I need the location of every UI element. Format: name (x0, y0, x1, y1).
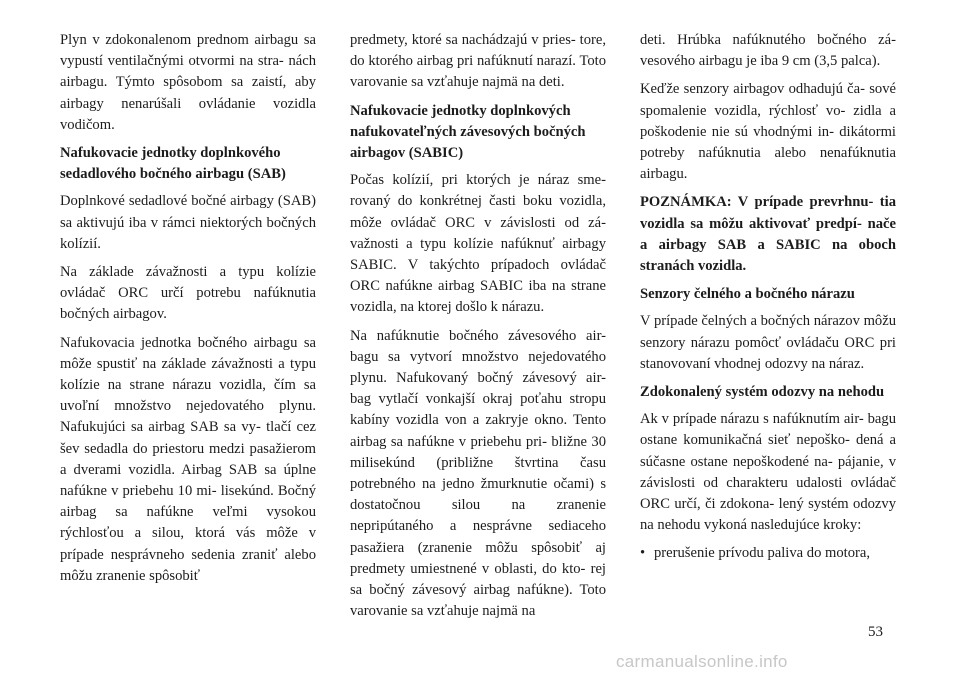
page-number: 53 (868, 624, 883, 640)
column-1 (60, 30, 316, 594)
section-heading-sensors: Senzory čelného a bočného nárazu (640, 286, 855, 303)
paragraph: Keďže senzory airbagov odhadujú ča- sové spomalenie vozidla, rýchlosť vo- zidla a poškodenie nie sú vhodnými in- dikátormi potreby nafúknutia alebo nenafúknutia airbagu. (640, 81, 896, 183)
bullet-item (640, 543, 896, 564)
section-heading-sab: Nafukovacie jednotky doplnkového sedadlového bočného airbagu (SAB) (60, 145, 286, 183)
column-3 (640, 30, 896, 565)
column-2 (350, 30, 606, 629)
paragraph: Na základe závažnosti a typu kolízie ovládač ORC určí potrebu nafúknutia bočných airbagov. (60, 264, 316, 323)
paragraph: predmety, ktoré sa nachádzajú v pries- tore, do ktorého airbag pri nafúknutí narazí. Toto varovanie sa vzťahuje najmä na deti. (350, 32, 606, 91)
paragraph: Plyn v zdokonalenom prednom airbagu sa vypustí ventilačnými otvormi na stra- nách airbagu. Týmto spôsobom sa zaistí, aby airbagy nenarúšali ovládanie vozidla vodičom. (60, 32, 316, 133)
section-heading-response-system: Zdokonalený systém odozvy na nehodu (640, 384, 885, 401)
section-heading-sabic: Nafukovacie jednotky doplnkových nafukovateľných závesových bočných airbagov (SABIC) (350, 102, 586, 162)
paragraph: V prípade čelných a bočných nárazov môžu senzory nárazu pomôcť ovládaču ORC pri stanovovaní vhodnej odozvy na náraz. (640, 313, 896, 372)
paragraph: Počas kolízií, pri ktorých je náraz sme- rovaný do konkrétnej časti boku vozidla, môže ovládač ORC v závislosti od zá- važnosti a typu kolízie nafúknuť airbagy SABIC. V takýchto prípadoch ovládač ORC nafúkne airbag SABIC iba na strane vozidla, na ktorej došlo k nárazu. (350, 172, 606, 316)
bullet-icon: • (640, 545, 646, 562)
paragraph: Ak v prípade nárazu s nafúknutím air- bagu ostane komunikačná sieť nepoško- dená a súčasne ostane nepoškodené na- pájanie, v závislosti od charakteru udalosti ovládač ORC určí, či zdokona- lený systém odozvy na nehodu vykoná nasledujúce kroky: (640, 411, 896, 534)
bullet-text: prerušenie prívodu paliva do motora, (654, 545, 871, 562)
paragraph: Doplnkové sedadlové bočné airbagy (SAB) sa aktivujú iba v rámci niektorých bočných kolízií. (60, 193, 316, 252)
paragraph: deti. Hrúbka nafúknutého bočného zá- vesového airbagu je iba 9 cm (3,5 palca). (640, 32, 896, 70)
paragraph: Na nafúknutie bočného závesového air- bagu sa vytvorí množstvo nejedovatého plynu. Nafukovaný bočný závesový air- bag vytlačí vonkajší okraj poťahu stropu kabíny vozidla von a zakryje okno. Tento airbag sa nafúkne v priebehu pri- bližne 30 milisekúnd (približne štvrtina času potrebného na jedno žmurknutie očami) s dostatočnou silou na zranenie nepripútaného a nesprávne sediaceho pasažiera (zranenie môžu spôsobiť aj predmety umiestnené v oblasti, do kto- rej sa bočný závesový airbag nafúkne). Toto varovanie sa vzťahuje najmä na (350, 327, 606, 620)
paragraph: Nafukovacia jednotka bočného airbagu sa môže spustiť na základe závažnosti a typu kolízie na strane nárazu vozidla, čím sa uvoľní množstvo nejedovatého plynu. Nafukujúci sa airbag SAB sa vy- tlačí cez šev sedadla do priestoru medzi pasažierom a dverami vozidla. Airbag SAB sa úplne nafúkne v priebehu 10 mi- lisekúnd. Bočný airbag sa nafúkne veľmi vysokou rýchlosťou a silou, ktorá vás môže v prípade nesprávneho sedenia zraniť alebo môžu zranenie spôsobiť (60, 334, 316, 584)
note-paragraph: POZNÁMKA: V prípade prevrhnu- tia vozidla sa môžu aktivovať predpí- nače a airbagy SAB a SABIC na oboch stranách vozidla. (640, 194, 896, 275)
watermark: carmanualsonline.info (616, 652, 788, 671)
